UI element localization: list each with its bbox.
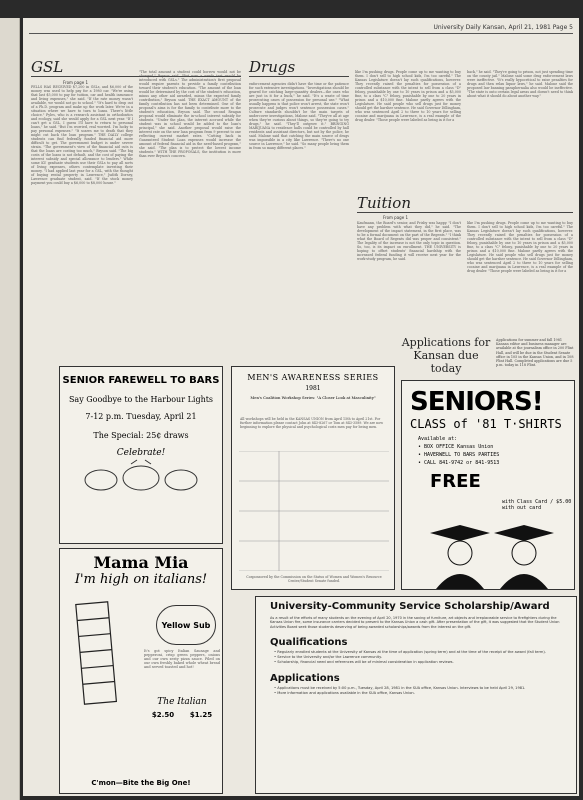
applications-heading: Applications xyxy=(270,673,340,685)
mama-subtitle: I'm high on italians! xyxy=(74,572,208,587)
qualifications-list xyxy=(274,650,576,665)
italian-price-small: $1.25 xyxy=(189,711,213,719)
drugs-column-2: like I'm pushing drugs. People come up to me wanting to buy them. I don't sell to high school kids, I'm too careful." The Kansas Legislature doesn't lay such qualifications, however. They recently raised the penalties for possession of a controlled substance with the intent to sell from a class "D" felony, punishable by one to 10 years in prison and a $5,000 fine, to a class "C" felony, punishable by one to 20 years in prison and a $10,000 fine. Malone partly agrees with the Legislature. He said people who sell drugs just for money should get the harsher sentence. He said Governor Dillingham, who was sentenced April 2 to three to 10 years for selling cocaine and marijuana in Lawrence, is a real example of the drug dealer. "Those people were labeled as being in it for a xyxy=(355,70,461,122)
location-parties: • HAVERWELL TO BARS PARTIES xyxy=(418,452,500,458)
qualification-item: • Service to the University and/or the Lawrence community. xyxy=(274,655,576,660)
newspaper-page xyxy=(23,18,579,796)
tuition-rule xyxy=(357,212,573,213)
scholarship-title: University-Community Service Scholarship/Award xyxy=(270,601,550,612)
yellow-sub-ad xyxy=(59,548,223,794)
tuition-column-2: like I'm pushing drugs. People come up to me wanting to buy them. I don't sell to high school kids, I'm too careful." The Kansas Legislature doesn't lay such qualifications, however. They recently raised the penalties for possession of a controlled substance with the intent to sell from a class "D" felony, punishable by one to 10 years in prison and a $5,000 fine, to a class "C" felony, punishable by one to 20 years in prison and a $10,000 fine. Malone partly agrees with the Legislature. He said people who sell drugs just for money should get the harsher sentence. He said Governor Dillingham, who was sentenced April 2 to three to 10 years for selling cocaine and marijuana in Lawrence, is a real example of the drug dealer. "Those people were labeled as being in it for a xyxy=(467,221,573,273)
qualification-item: • Scholarship, financial need and references will be of minimal consideration in application reviews. xyxy=(274,660,576,665)
gsl-title: GSL xyxy=(31,58,64,76)
scholarship-ad xyxy=(255,596,577,794)
farewell-time: 7-12 p.m. Tuesday, April 21 xyxy=(85,412,197,421)
kansan-applications-notice: Applications for Kansan due today xyxy=(401,336,491,375)
seniors-title: SENIORS! xyxy=(410,387,543,417)
mens-subtitle: Men's Coalition Workshop Series: "A Closer Look at Masculinity" xyxy=(250,395,376,400)
kansan-applications-details: Applications for summer and fall 1981 Kansan editor and business manager are available at the journalism office in 200 Flint Hall, and will be due in the Student Senate office in 105 in the Kansas Union, and in 108 Flint Hall. Completed applications are due 5 p.m. today in 118 Flint. xyxy=(496,338,574,368)
leaning-tower-illustration xyxy=(66,597,126,707)
senior-farewell-ad xyxy=(59,366,223,544)
graduates-illustration xyxy=(410,519,570,589)
drugs-rule xyxy=(249,76,349,77)
adjacent-page-edge xyxy=(0,18,20,800)
workshop-schedule-grid xyxy=(239,451,389,571)
application-item: • More information and applications available in the SUA office, Kansas Union. xyxy=(274,691,576,696)
date-line: University Daily Kansan, April 21, 1981 Page 5 xyxy=(433,24,573,31)
italian-item-name: The Italian xyxy=(157,697,207,707)
italian-blurb: It's got spicy Italian Sausage and pepperoni, crisp green peppers, onions and our own zesty pizza sauce. Piled on our own freshly baked whole wheat bread and served toasted and hot! xyxy=(144,649,220,669)
scholarship-intro: As a result of the efforts of many students on the evening of April 20, 1970 in the saving of furniture, art objects and irreplaceable service to firefighters during the Kansas Union fire, some insurance carriers decided to present to the Kansas Union a cash gift. After presentation of the gift, it was suggested that the Student Union Activities Board seek those students deserving of being awarded scholarships/awards from the interest on the gift. xyxy=(270,616,560,629)
gsl-column-2: "The total amount a student could borrow would not be changed," Bryson said. "But now a needs test would be introduced with GSLs." The administration's first proposal would require parents to provide a family contribution toward their student's education. "The amount of the loan would be determined by the cost of the student's education, minus any other aid awarded, minus the expected family contribution," Bryson said. THE EXACT AMOUNT of the family contribution has not been determined. One of the proposal's aims is for the family to contribute more to the student's education, Bryson said. The second Reagan proposal would eliminate the in-school interest subsidy for students. "Under the plan, the interest accrued while the student was in school would be added to the loan's principal," she said. Another proposal would raise the interest rate on the new loan program from 9 percent to one reflecting current market rates. "Cutting back in Guaranteed Student Loan expenses would increase the amount of federal financial aid in the need-based program," she said. "The plan is to protect the lowest income students." WITH THE PROPOSALS, the institution is more than ever Bryson's concern. xyxy=(139,70,241,158)
gsl-from-page: From page 1 xyxy=(63,80,88,85)
drugs-column-3: back," he said. "They're going to prison, not just spending time on the county jail." Malone said some drug enforcement laws were ineffective. "It's really hypocritical to raise penalties for drugs and then relax liquor laws," he said. Malone said the proposed law banning paraphernalia also would be ineffective. "The state is onto certain legal areas and doesn't need to think about what it should do about another way." xyxy=(467,70,573,98)
mens-footer: Cosponsored by the Commission on the Status of Women and Women's Resource Center/Student Senate funded. xyxy=(246,575,382,583)
mens-awareness-ad xyxy=(231,366,395,590)
drugs-title: Drugs xyxy=(249,58,296,76)
farewell-special: The Special: 25¢ draws xyxy=(93,431,189,440)
qualifications-heading: Qualifications xyxy=(270,637,348,649)
gsl-column-1: PELLS HAS RECEIVED $7,200 in GSLs, and $6,000 of the money was used to help pay for a 1980 car. "We're using that last $5,000 to pay for tuition, car and health insurance and living expenses," she said. "If the rate money wasn't available, we would not go to school." "It's hard to drop out of a Ph.D. program and make up the work later. We're in a situation where we have to turn to loans. There's little choice." Pyles, who is a research assistant in orthodontics and ecology, said she would apply for a GSL next year. "If I can't get a GSL, I guess I'll have to return to personal loans," he said. "But I'm worried, real worried. I'm lucky to pay personal expenses." "It scares me to death that they might cut back the loan program." THE DAILY college students can find federally funded financial aid more difficult to get. The government budget is under severe strain. "The government's view of the financial aid cuts is that the loans are costing too much," Bryson said. "The big costs of the loans is not default, and the cost of paying the interest subsidy and special allowance to lenders." While some KU graduate students use their GSLs to pay all sorts of living expenses, others contemplate investing their money. "I had applied last year for a GSL, with the thought of buying rental property in Lawrence," Judith Dorsey, Lawrence graduate student, said. "If the stock money payment you could buy a $6,000 to $8,000 house." xyxy=(31,85,133,185)
location-box-office: • BOX OFFICE Kansas Union xyxy=(418,444,494,450)
party-illustration xyxy=(71,458,211,494)
tuition-title: Tuition xyxy=(357,194,411,212)
applications-list xyxy=(274,686,576,696)
seniors-class-line: CLASS of '81 T·SHIRTS xyxy=(410,417,562,431)
celebrate-illustration: Celebrate! xyxy=(116,448,166,458)
page-header xyxy=(29,24,573,34)
mama-title: Mama Mia xyxy=(93,553,189,572)
free-label: FREE xyxy=(430,471,481,492)
location-phone: • CALL 841-9742 or 841-9513 xyxy=(418,460,500,466)
tuition-from-page: From page 1 xyxy=(383,215,408,220)
class-card-note: with Class Card / $5.00 with out card xyxy=(502,499,572,511)
farewell-title: SENIOR FAREWELL TO BARS xyxy=(62,375,220,386)
qualification-item: • Regularly enrolled students at the University of Kansas at the time of application (spring term) and at the time of the receipt of the award (fall term). xyxy=(274,650,576,655)
seniors-tshirt-ad xyxy=(401,380,575,590)
mens-body: All workshops will be held in the KANSAS UNION from April 15th to April 21st. For further information please contact John at 843-8267 or Tom at 843-3589. We are now beginning to explore the physical and psychological costs men pay for being men. xyxy=(240,417,384,429)
mama-tagline: C'mon—Bite the Big One! xyxy=(91,779,191,787)
italian-price-large: $2.50 xyxy=(151,711,175,719)
mens-title: MEN'S AWARENESS SERIES xyxy=(247,373,379,382)
farewell-goodbye: Say Goodbye to the Harbour Lights xyxy=(68,395,214,404)
drugs-column-1: enforcement agencies didn't have the time or the patience for such extensive investigations. "Investigations should be geared for catching large-quantity dealers—the ones who are just in it for a buck," he said. "It's a waste of time prosecuting cases of possession for personal use." "What usually happens is that police won't arrest, the state won't prosecute and judges won't sentence possession cases." Culture standards shouldn't be the main targets of undercover investigations, Malone said. "They're all at age when they're curious about things, so they're going to try drugs," he said. "They'll outgrow it." BRINGING MARIJUANA to residence halls could be controlled by hall residents and assistant directors, but not by the police, he said. Malone said that catching the main source of drugs was impossible in a city like Lawrence. "There's no one source in Lawrence," he said. "So many people bring them in from so many different places." xyxy=(249,82,349,150)
yellow-sub-logo: Yellow Sub xyxy=(156,605,216,645)
tuition-column-1: Kaufmann, the Board's senior, and Frisby was happy. "I don't have any problem with what they did," he said. "The development of the impact statement, in the first place, was to be a formal document on the part of the Regents." "I think what the Board of Regents did was proper and consistent." The legality of the increase is not the only topic in question. So, too, is its impact on enrollment. THE UNIVERSITY is hoping to offset students' financial hardship with the increased federal funding it will receive next year for the work-study program, he said. xyxy=(357,221,461,261)
mens-year: 1981 xyxy=(305,385,321,392)
application-item: • Applications must be received by 5:00 p.m., Tuesday, April 28, 1981 in the SUA office, Kansas Union. Interviews to be held April 29, 1981. xyxy=(274,686,576,691)
available-label: Available at: xyxy=(418,436,458,442)
